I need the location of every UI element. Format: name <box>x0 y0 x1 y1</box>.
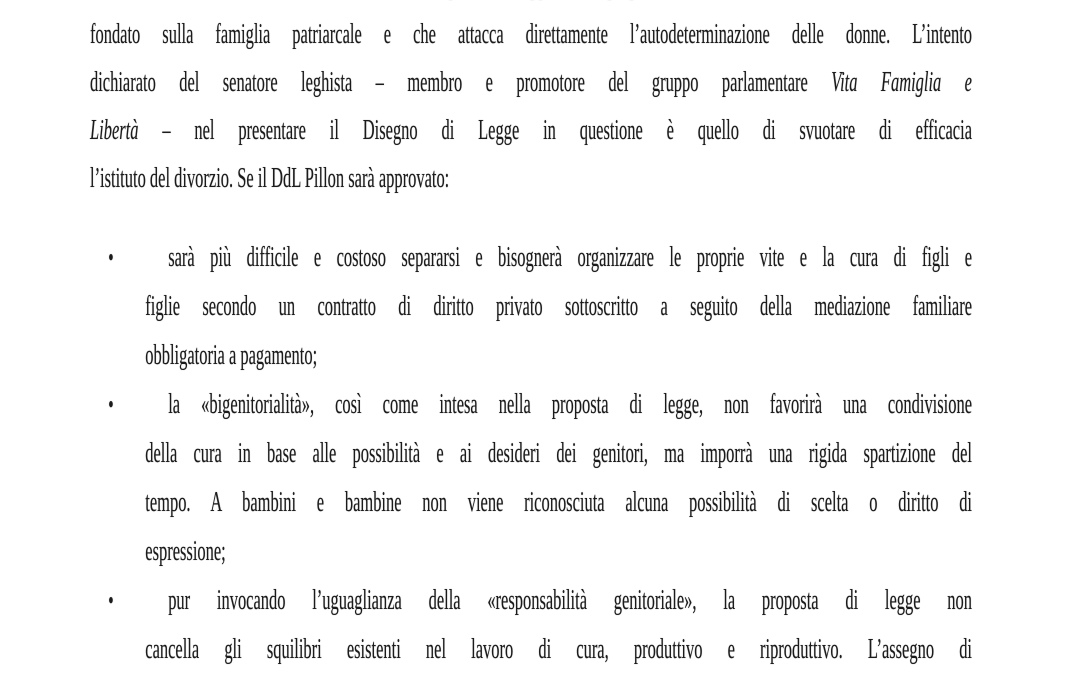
bullet-3-line-2: cancella gli squilibri esistenti nel lavoro di cura, produttivo e riproduttivo. L’assegno di <box>145 634 973 665</box>
bullet-2-line-1: la «bigenitorialità», così come intesa nella proposta di legge, non favorirà una condivisione <box>168 389 973 420</box>
parliamentary-group-name-part1: Vita Famiglia e <box>831 67 972 98</box>
bullet-icon: • <box>108 390 114 419</box>
bullet-1-line-1: sarà più difficile e costoso separarsi e bisognerà organizzare le proprie vite e la cura di figli e <box>168 242 973 273</box>
intro-line-2 <box>90 59 972 107</box>
intro-line-4: l’istituto del divorzio. Se il DdL Pillon sarà approvato: <box>90 163 450 194</box>
bullet-1-line-2: figlie secondo un contratto di diritto privato sottoscritto a seguito della mediazione familiare <box>145 291 973 322</box>
bullet-item-bigenitorialita <box>90 380 972 576</box>
bullet-2-line-4: espressione; <box>145 536 226 567</box>
bullet-item-responsabilita <box>90 576 972 674</box>
bullet-item-separation <box>90 233 972 380</box>
document-text-column <box>90 0 972 674</box>
intro-line-1: fondato sulla famiglia patriarcale e che attacca direttamente l’autodeterminazione delle donne. L’intento <box>90 19 972 50</box>
intro-paragraph <box>90 11 972 203</box>
bullet-icon: • <box>108 243 114 272</box>
bullet-3-line-1: pur invocando l’uguaglianza della «responsabilità genitoriale», la proposta di legge non <box>168 585 973 616</box>
intro-line-3 <box>90 107 972 155</box>
bullet-icon: • <box>108 586 114 615</box>
clipped-top-line <box>90 0 972 10</box>
bullet-2-line-3: tempo. A bambini e bambine non viene riconosciuta alcuna possibilità di scelta o diritto di <box>145 487 973 518</box>
bullet-1-line-3: obbligatoria a pagamento; <box>145 340 318 371</box>
clipped-top-line-window <box>90 0 972 10</box>
bullet-list <box>90 233 972 674</box>
parliamentary-group-name-part2: Libertà <box>90 115 139 146</box>
bullet-2-line-2: della cura in base alle possibilità e ai desideri dei genitori, ma imporrà una rigida spartizione del <box>145 438 973 469</box>
intro-line-2-text: dichiarato del senatore leghista – membro e promotore del gruppo parlamentare <box>90 67 832 98</box>
intro-line-3-text: – nel presentare il Disegno di Legge in questione è quello di svuotare di efficacia <box>138 115 972 146</box>
